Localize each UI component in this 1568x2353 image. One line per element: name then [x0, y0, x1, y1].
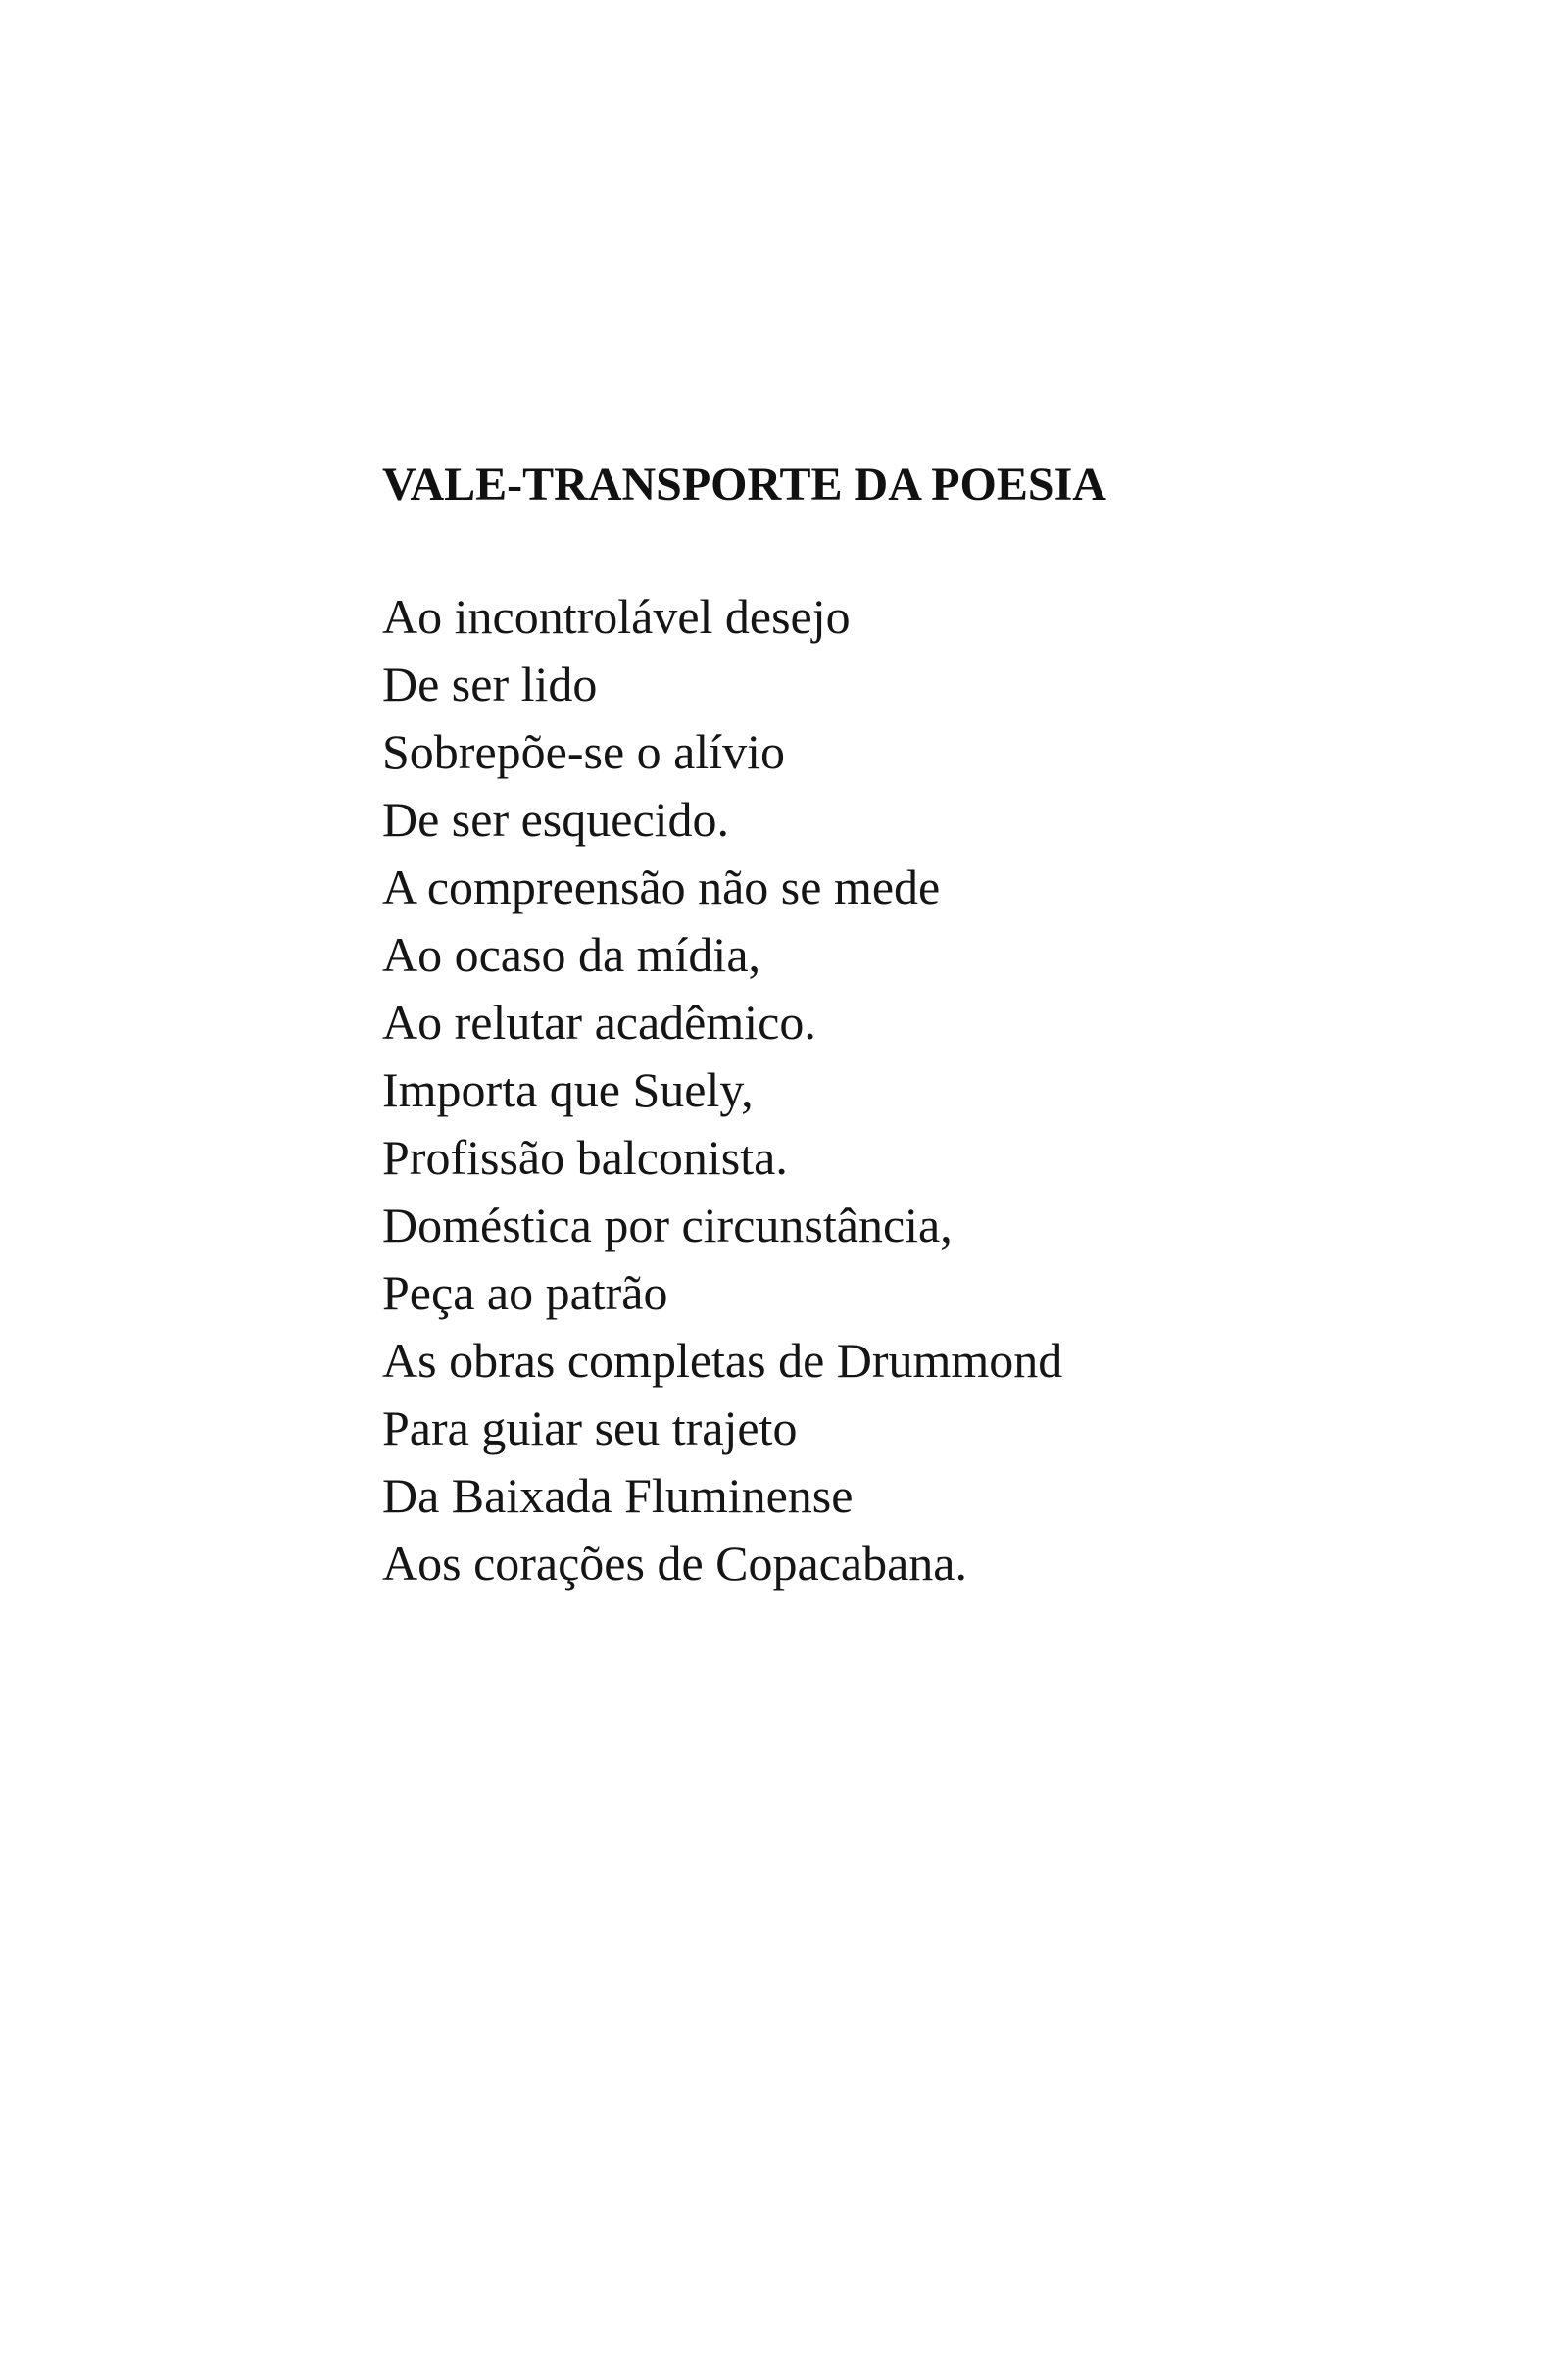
poem-line: De ser lido	[382, 657, 598, 711]
poem-line: As obras completas de Drummond	[382, 1333, 1063, 1388]
poem	[382, 456, 1460, 1597]
poem-line: Ao incontrolável desejo	[382, 589, 851, 644]
poem-title: VALE-TRANSPORTE DA POESIA	[382, 459, 1106, 511]
poem-line: Ao ocaso da mídia,	[382, 927, 761, 982]
poem-line: Peça ao patrão	[382, 1265, 668, 1320]
poem-line: Doméstica por circunstância,	[382, 1198, 953, 1252]
poem-line: A compreensão não se mede	[382, 859, 941, 914]
poem-line: Ao relutar acadêmico.	[382, 995, 816, 1050]
poem-line: Profissão balconista.	[382, 1130, 788, 1185]
poem-line: Importa que Suely,	[382, 1062, 754, 1117]
poem-line: Sobrepõe-se o alívio	[382, 724, 786, 779]
poem-line: Aos corações de Copacabana.	[382, 1536, 967, 1591]
poem-line: De ser esquecido.	[382, 792, 730, 847]
poem-line: Para guiar seu trajeto	[382, 1400, 798, 1455]
poem-lines	[382, 583, 1460, 1597]
poem-line: Da Baixada Fluminense	[382, 1468, 854, 1523]
